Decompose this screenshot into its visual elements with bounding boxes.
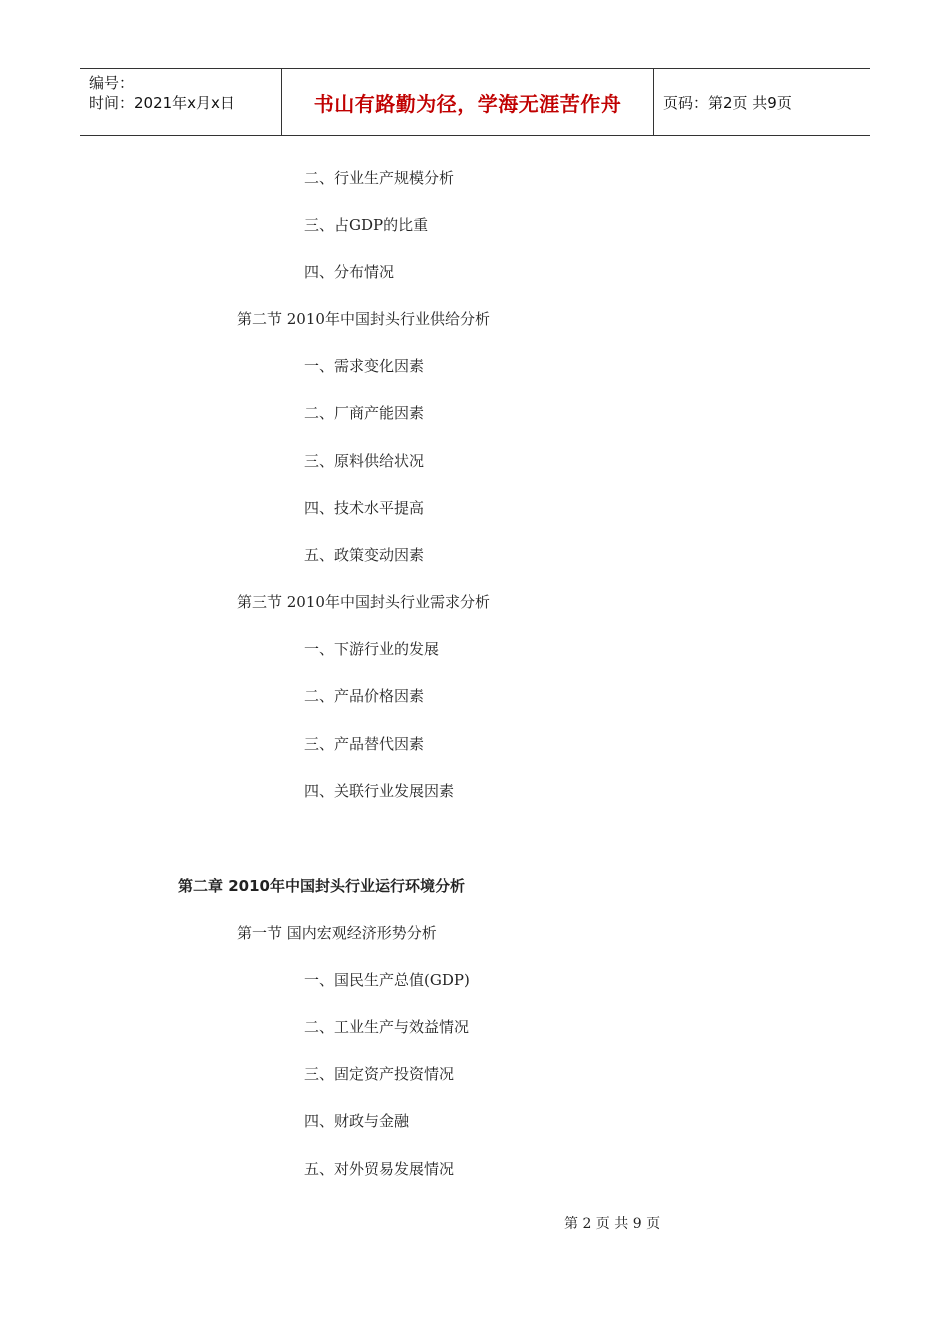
motto-text: 书山有路勤为径，学海无涯苦作舟: [313, 91, 622, 116]
header-table: [80, 68, 870, 136]
toc-item: 一、需求变化因素: [304, 357, 425, 375]
number-label: 编号：: [89, 74, 135, 92]
toc-chapter: 第二章 2010年中国封头行业运行环境分析: [178, 877, 465, 895]
toc-section: 第一节 国内宏观经济形势分析: [237, 924, 437, 942]
toc-item: 四、财政与金融: [304, 1112, 410, 1130]
toc-item: 四、关联行业发展因素: [304, 782, 455, 800]
toc-item: 二、工业生产与效益情况: [304, 1018, 470, 1036]
page-footer: 第 2 页 共 9 页: [564, 1216, 661, 1232]
toc-item: 一、国民生产总值(GDP): [304, 971, 470, 989]
toc-item: 三、固定资产投资情况: [304, 1065, 455, 1083]
toc-item: 五、政策变动因素: [304, 546, 425, 564]
toc-item: 四、分布情况: [304, 263, 395, 281]
toc-item: 三、占GDP的比重: [304, 216, 429, 234]
date-label: 时间：2021年x月x日: [89, 94, 235, 112]
motto-cell: [282, 69, 654, 135]
toc-item: 二、厂商产能因素: [304, 404, 425, 422]
toc-section: 第二节 2010年中国封头行业供给分析: [237, 310, 490, 328]
toc-item: 二、行业生产规模分析: [304, 169, 455, 187]
toc-item: 五、对外贸易发展情况: [304, 1160, 455, 1178]
page-label: 页码：第2页 共9页: [663, 93, 792, 112]
page-cell: [654, 69, 870, 135]
toc-item: 二、产品价格因素: [304, 687, 425, 705]
toc-item: 三、产品替代因素: [304, 735, 425, 753]
toc-item: 三、原料供给状况: [304, 452, 425, 470]
toc-section: 第三节 2010年中国封头行业需求分析: [237, 593, 490, 611]
toc-item: 一、下游行业的发展: [304, 640, 440, 658]
toc-item: 四、技术水平提高: [304, 499, 425, 517]
header-meta-cell: [80, 69, 282, 135]
